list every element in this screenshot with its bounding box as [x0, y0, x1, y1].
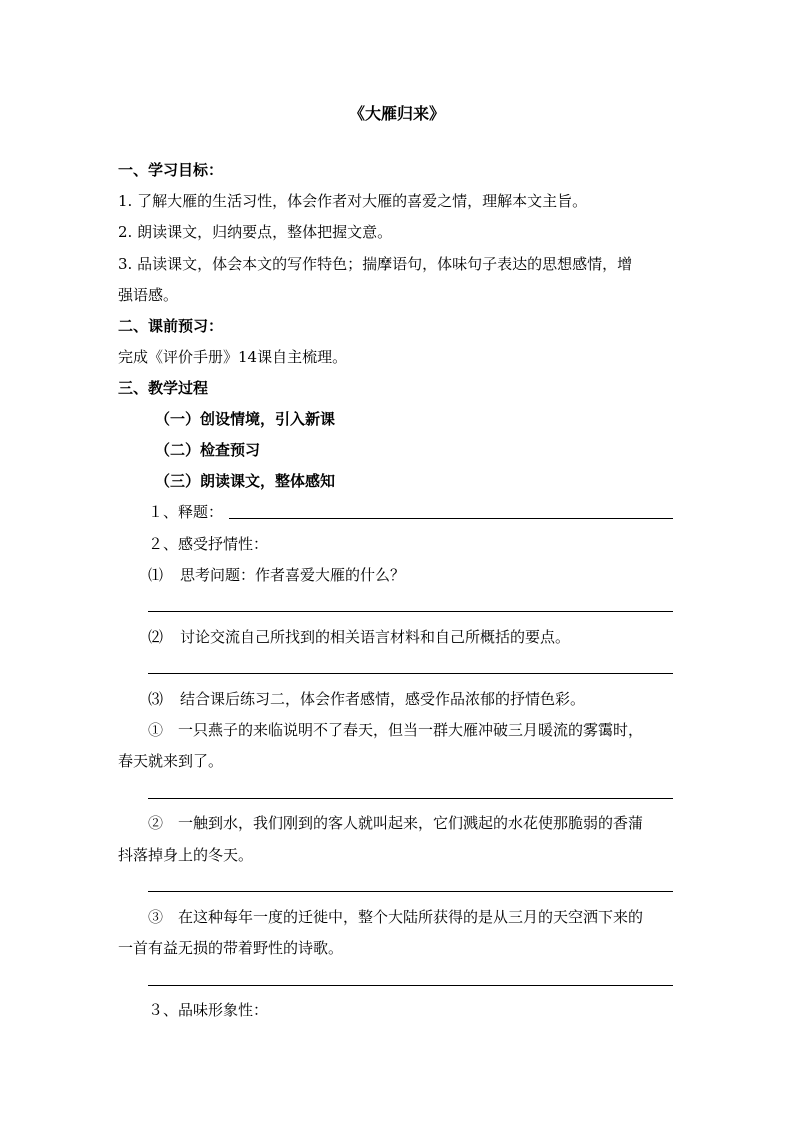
goal-1: 1. 了解大雁的生活习性，体会作者对大雁的喜爱之情，理解本文主旨。: [118, 192, 588, 210]
question-1-text: 思考问题：作者喜爱大雁的什么？: [180, 566, 406, 584]
item-3-label: ３、品味形象性：: [148, 1001, 269, 1019]
preview-text: 完成《评价手册》14课自主梳理。: [118, 348, 348, 366]
step-1-heading: （一）创设情境，引入新课: [155, 410, 336, 428]
sentence-2-line-2: 抖落掉身上的冬天。: [118, 846, 254, 864]
answer-line-sentence-1[interactable]: [148, 798, 673, 799]
goals-heading: 一、学习目标：: [118, 161, 224, 179]
answer-line-sentence-3[interactable]: [148, 985, 673, 986]
goal-2: 2. 朗读课文，归纳要点，整体把握文意。: [118, 223, 393, 241]
sentence-2-line-1: ② 一触到水，我们刚到的客人就叫起来，它们溅起的水花使那脆弱的香蒲: [148, 814, 644, 832]
answer-line-item-1[interactable]: [229, 518, 673, 519]
answer-line-question-1[interactable]: [148, 611, 673, 612]
step-3-heading: （三）朗读课文，整体感知: [155, 472, 336, 490]
question-2-number: ⑵: [148, 628, 164, 646]
question-1-number: ⑴: [148, 566, 164, 584]
item-2-label: ２、感受抒情性：: [148, 535, 269, 553]
sentence-1-line-1: ① 一只燕子的来临说明不了春天，但当一群大雁冲破三月暖流的雾霭时，: [148, 721, 644, 739]
answer-line-sentence-2[interactable]: [148, 891, 673, 892]
step-2-heading: （二）检查预习: [155, 441, 261, 459]
document-title: 《大雁归来》: [348, 104, 445, 123]
preview-heading: 二、课前预习：: [118, 317, 224, 335]
sentence-1-line-2: 春天就来到了。: [118, 752, 224, 770]
process-heading: 三、教学过程: [118, 379, 209, 397]
sentence-3-line-2: 一首有益无损的带着野性的诗歌。: [118, 939, 344, 957]
sentence-3-line-1: ③ 在这种每年一度的迁徙中，整个大陆所获得的是从三月的天空洒下来的: [148, 908, 644, 926]
goal-3-line-1: 3. 品读课文，体会本文的写作特色；揣摩语句，体味句子表达的思想感情，增: [118, 255, 633, 273]
question-3-text: 结合课后练习二，体会作者感情，感受作品浓郁的抒情色彩。: [180, 690, 586, 708]
item-1-label: １、释题：: [148, 503, 224, 521]
question-3-number: ⑶: [148, 690, 164, 708]
goal-3-line-2: 强语感。: [118, 286, 179, 304]
answer-line-question-2[interactable]: [148, 673, 673, 674]
question-2-text: 讨论交流自己所找到的相关语言材料和自己所概括的要点。: [180, 628, 571, 646]
